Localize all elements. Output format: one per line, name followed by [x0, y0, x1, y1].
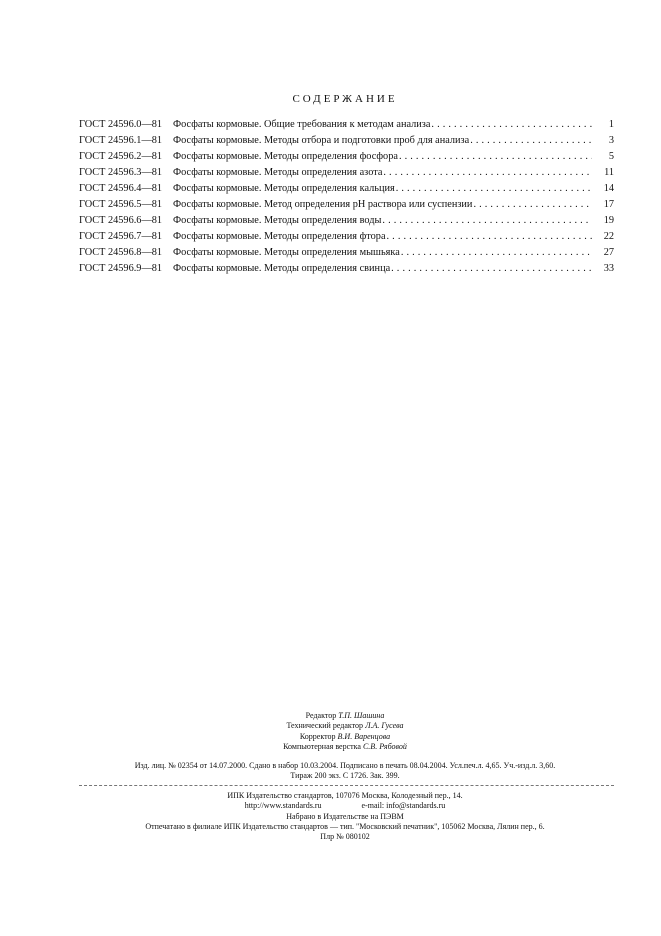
entry-title: Фосфаты кормовые. Методы определения фтора — [173, 231, 386, 242]
standard-code: ГОСТ 24596.5—81 — [79, 199, 163, 210]
page-number: 14 — [603, 183, 614, 194]
toc-entry[interactable] — [79, 133, 614, 149]
standard-code: ГОСТ 24596.2—81 — [79, 151, 163, 162]
publication-info — [70, 761, 620, 782]
page-number: 19 — [603, 215, 614, 226]
entry-title: Фосфаты кормовые. Методы определения свинца — [173, 263, 391, 274]
credit-line: Технический редактор Л.А. Гусева — [286, 721, 404, 731]
page-number: 3 — [608, 135, 614, 146]
dot-leader — [387, 229, 592, 245]
standard-code: ГОСТ 24596.7—81 — [79, 231, 163, 242]
toc-entry[interactable] — [79, 117, 614, 133]
entry-title: Фосфаты кормовые. Методы определения мышьяка — [173, 247, 400, 258]
toc-entry[interactable] — [79, 149, 614, 165]
dot-leader — [382, 213, 592, 229]
dot-leader — [391, 261, 592, 277]
entry-title: Фосфаты кормовые. Методы определения азота — [173, 167, 383, 178]
standard-code: ГОСТ 24596.0—81 — [79, 119, 163, 130]
dot-leader — [399, 149, 592, 165]
entry-title: Фосфаты кормовые. Методы отбора и подготовки проб для анализа — [173, 135, 470, 146]
page-number: 5 — [608, 151, 614, 162]
page-number: 17 — [603, 199, 614, 210]
divider — [79, 785, 614, 786]
plr-number: Плр № 080102 — [320, 832, 370, 842]
page-number: 33 — [603, 263, 614, 274]
dot-leader — [470, 133, 592, 149]
toc-entry[interactable] — [79, 229, 614, 245]
toc-entry[interactable] — [79, 245, 614, 261]
typeset-note: Набрано в Издательстве на ПЭВМ — [286, 811, 404, 821]
toc-entry[interactable] — [79, 181, 614, 197]
website-link[interactable]: http://www.standards.ru — [244, 801, 322, 811]
entry-title: Фосфаты кормовые. Общие требования к методам анализа — [173, 119, 431, 130]
dot-leader — [401, 245, 592, 261]
standard-code: ГОСТ 24596.1—81 — [79, 135, 163, 146]
email-link[interactable]: e-mail: info@standards.ru — [361, 801, 446, 811]
table-of-contents — [79, 117, 614, 277]
publisher-address: ИПК Издательство стандартов, 107076 Москва, Колодезный пер., 14. — [227, 791, 463, 800]
standard-code: ГОСТ 24596.6—81 — [79, 215, 163, 226]
page-number: 22 — [603, 231, 614, 242]
credit-line: Компьютерная верстка С.В. Рябовой — [283, 741, 407, 751]
standard-code: ГОСТ 24596.3—81 — [79, 167, 163, 178]
publication-line: Тираж 200 экз. С 1726. Зак. 399. — [290, 771, 400, 781]
standard-code: ГОСТ 24596.9—81 — [79, 263, 163, 274]
dot-leader — [383, 165, 592, 181]
publisher-contacts — [70, 801, 620, 811]
page-number: 27 — [603, 247, 614, 258]
dot-leader — [396, 181, 592, 197]
dot-leader — [473, 197, 592, 213]
printed-note: Отпечатано в филиале ИПК Издательство стандартов — тип. "Московский печатник", 105062 Москва, Лялин пер., 6. — [145, 821, 545, 831]
standard-code: ГОСТ 24596.4—81 — [79, 183, 163, 194]
page-number: 11 — [604, 167, 614, 178]
standard-code: ГОСТ 24596.8—81 — [79, 247, 163, 258]
credit-line: Редактор Т.П. Шашина — [305, 711, 385, 720]
toc-entry[interactable] — [79, 213, 614, 229]
toc-entry[interactable] — [79, 261, 614, 277]
entry-title: Фосфаты кормовые. Метод определения pH раствора или суспензии — [173, 199, 473, 210]
toc-entry[interactable] — [79, 165, 614, 181]
credits — [70, 711, 620, 752]
publisher-info — [70, 791, 620, 842]
toc-entry[interactable] — [79, 197, 614, 213]
page-number: 1 — [608, 119, 614, 130]
entry-title: Фосфаты кормовые. Методы определения кальция — [173, 183, 395, 194]
entry-title: Фосфаты кормовые. Методы определения воды — [173, 215, 382, 226]
page-title: СОДЕРЖАНИЕ — [292, 93, 398, 105]
dot-leader — [431, 117, 592, 133]
entry-title: Фосфаты кормовые. Методы определения фосфора — [173, 151, 398, 162]
publication-line: Изд. лиц. № 02354 от 14.07.2000. Сдано в набор 10.03.2004. Подписано в печать 08.04.2004. Усл.печ.л. 4,65. Уч.-изд.л. 3,60. — [134, 761, 556, 770]
credit-line: Корректор В.И. Варенцова — [299, 731, 391, 741]
